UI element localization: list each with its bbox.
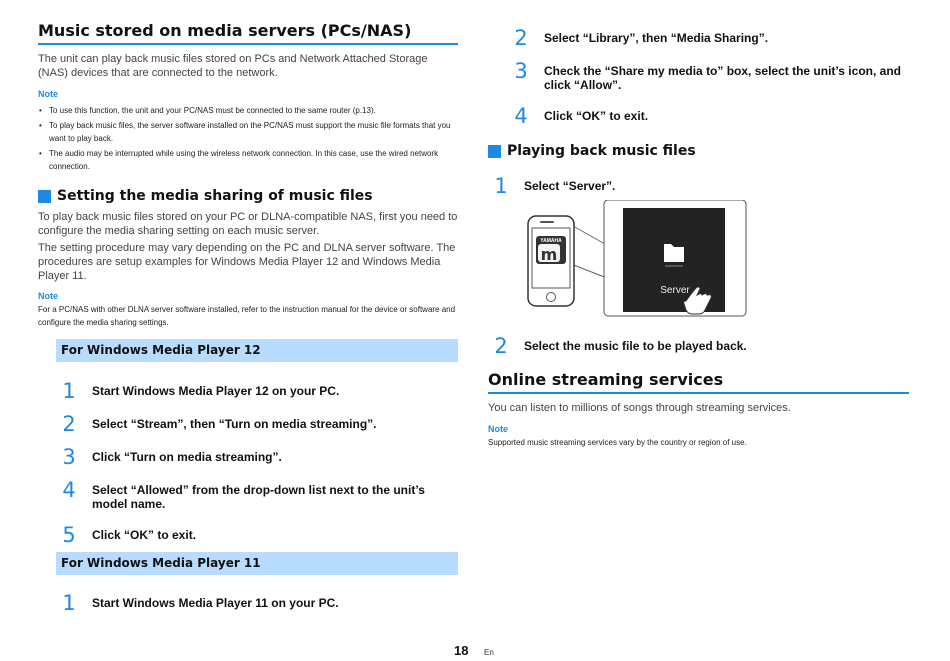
online-paragraph: You can listen to millions of songs through streaming services. xyxy=(488,402,791,414)
intro-paragraph: The unit can play back music files stored on PCs and Network Attached Storage (NAS) devices that are connected to the network. xyxy=(38,53,428,79)
step-number: 5 xyxy=(62,523,76,547)
step-number: 3 xyxy=(514,59,528,83)
subsection-paragraph: The setting procedure may vary depending on the PC and DLNA server software. The procedures are setup examples for Windows Media Player 12 and Windows Media Player 11. xyxy=(38,242,456,282)
step-number: 4 xyxy=(514,104,528,128)
server-selection-illustration xyxy=(524,200,750,320)
step-item xyxy=(56,380,452,402)
step-text: Select “Stream”, then “Turn on media streaming”. xyxy=(92,417,377,431)
page-number: 18 xyxy=(454,643,469,658)
step-text: Start Windows Media Player 11 on your PC. xyxy=(92,596,339,610)
subsection-title-text: Playing back music files xyxy=(507,143,696,159)
step-item xyxy=(508,105,914,127)
app-brand-text: YAMAHA xyxy=(540,238,562,244)
step-number: 2 xyxy=(62,412,76,436)
section-marker-icon xyxy=(488,145,501,158)
note-text: Supported music streaming services vary by the country or region of use. xyxy=(488,438,747,447)
subsection-title xyxy=(488,143,696,159)
section-title-rule xyxy=(488,392,909,394)
step-text: Click “OK” to exit. xyxy=(544,109,649,123)
step-number: 4 xyxy=(62,478,76,502)
step-text: Select “Library”, then “Media Sharing”. xyxy=(544,31,769,45)
step-number: 2 xyxy=(494,334,508,358)
step-number: 1 xyxy=(62,591,76,615)
step-item xyxy=(508,27,914,49)
section-title: Music stored on media servers (PCs/NAS) xyxy=(38,21,412,40)
step-text: Select “Allowed” from the drop-down list next to the unit’s model name. xyxy=(92,483,425,511)
step-item xyxy=(508,60,914,92)
wmp11-heading: For Windows Media Player 11 xyxy=(56,552,458,575)
app-logo-text: m xyxy=(540,245,558,264)
step-item xyxy=(56,592,452,614)
step-text: Select the music file to be played back. xyxy=(524,339,747,353)
subsection-title xyxy=(38,188,373,204)
subsection-title-text: Setting the media sharing of music files xyxy=(57,188,373,204)
subsection-paragraph: To play back music files stored on your PC or DLNA-compatible NAS, first you need to configure the media sharing setting on each music server. xyxy=(38,211,458,237)
step-text: Click “OK” to exit. xyxy=(92,528,197,542)
section-marker-icon xyxy=(38,190,51,203)
section-title-rule xyxy=(38,43,458,45)
step-number: 2 xyxy=(514,26,528,50)
note-label: Note xyxy=(38,291,58,301)
step-item xyxy=(488,335,894,357)
page-language: En xyxy=(484,648,494,657)
note-label: Note xyxy=(38,89,58,99)
step-item xyxy=(56,479,452,511)
note-label: Note xyxy=(488,424,508,434)
note-item: • To use this function, the unit and your PC/NAS must be connected to the same router (p.13). xyxy=(38,104,458,117)
step-item xyxy=(56,446,452,468)
step-number: 3 xyxy=(62,445,76,469)
step-text: Click “Turn on media streaming”. xyxy=(92,450,282,464)
note-item: • The audio may be interrupted while using the wireless network connection. In this case, use the wired network connection. xyxy=(38,147,458,173)
step-text: Check the “Share my media to” box, select the unit’s icon, and click “Allow”. xyxy=(544,64,901,92)
step-item xyxy=(56,524,452,546)
step-item xyxy=(56,413,452,435)
section-title: Online streaming services xyxy=(488,370,724,389)
wmp12-heading: For Windows Media Player 12 xyxy=(56,339,458,362)
step-item xyxy=(488,175,894,197)
step-text: Start Windows Media Player 12 on your PC. xyxy=(92,384,340,398)
step-number: 1 xyxy=(62,379,76,403)
note-list xyxy=(38,104,458,175)
step-text: Select “Server”. xyxy=(524,179,616,193)
step-number: 1 xyxy=(494,174,508,198)
note-text: For a PC/NAS with other DLNA server software installed, refer to the instruction manual for the device or software and configure the media sharing settings. xyxy=(38,305,456,327)
server-label: Server xyxy=(660,285,690,296)
note-item: • To play back music files, the server software installed on the PC/NAS must support the music file formats that you want to play back. xyxy=(38,119,458,145)
